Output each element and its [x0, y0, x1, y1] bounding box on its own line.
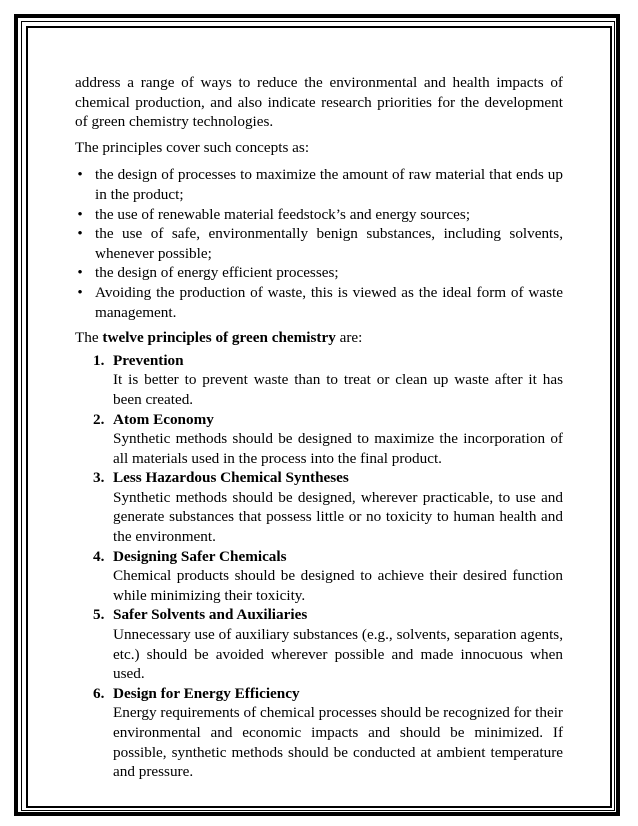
list-item: • the use of renewable material feedstock’s and energy sources; — [75, 205, 563, 225]
principle-item — [75, 684, 563, 782]
principle-number: 5. — [93, 606, 105, 624]
principle-item — [75, 351, 563, 410]
principle-title: Design for Energy Efficiency — [113, 684, 300, 702]
principle-title: Prevention — [113, 351, 184, 369]
principle-title: Safer Solvents and Auxiliaries — [113, 606, 308, 624]
intro-paragraph: address a range of ways to reduce the environmental and health impacts of chemical production, and also indicate research priorities for the development of green chemistry technologies. — [75, 74, 563, 131]
bullet-icon: • — [77, 264, 83, 282]
bullet-icon: • — [77, 166, 83, 184]
principles-cover-paragraph: The principles cover such concepts as: — [75, 138, 310, 156]
principle-number: 3. — [93, 469, 105, 487]
list-item: • the design of processes to maximize the amount of raw material that ends up in the product; — [75, 165, 563, 204]
bullet-icon: • — [77, 205, 83, 223]
principle-number: 2. — [93, 410, 105, 428]
twelve-principles-heading: The twelve principles of green chemistry are: — [75, 329, 363, 347]
bullet-icon: • — [77, 283, 83, 301]
principle-description: Unnecessary use of auxiliary substances (e.g., solvents, separation agents, etc.) should be avoided wherever possible and made innocuous when used. — [113, 626, 563, 683]
principle-number: 4. — [93, 547, 105, 565]
principle-number: 1. — [93, 351, 105, 369]
list-item: • the design of energy efficient processes; — [75, 263, 563, 283]
principle-item — [75, 547, 563, 606]
principle-item — [75, 605, 563, 683]
principle-number: 6. — [93, 684, 105, 702]
principle-description: Energy requirements of chemical processes should be recognized for their environmental and economic impacts and should be minimized. If possible, synthetic methods should be conducted at ambient temperature and pressure. — [113, 704, 563, 781]
principle-item — [75, 410, 563, 469]
document-body — [75, 73, 563, 782]
principle-title: Designing Safer Chemicals — [113, 547, 287, 565]
principle-title: Atom Economy — [113, 410, 214, 428]
list-item: • the use of safe, environmentally benign substances, including solvents, whenever possible; — [75, 224, 563, 263]
principle-description: Synthetic methods should be designed to maximize the incorporation of all materials used in the process into the final product. — [113, 430, 563, 467]
principle-description: Synthetic methods should be designed, wherever practicable, to use and generate substances that possess little or no toxicity to human health and the environment. — [113, 488, 563, 546]
principle-title: Less Hazardous Chemical Syntheses — [113, 469, 349, 487]
bullet-icon: • — [77, 225, 83, 243]
principle-item — [75, 468, 563, 546]
list-item: • Avoiding the production of waste, this is viewed as the ideal form of waste management. — [75, 283, 563, 322]
principle-description: Chemical products should be designed to achieve their desired function while minimizing their toxicity. — [113, 567, 563, 604]
principle-description: It is better to prevent waste than to treat or clean up waste after it has been created. — [113, 371, 563, 408]
concepts-bullet-list — [75, 165, 563, 322]
principles-list — [75, 351, 563, 782]
